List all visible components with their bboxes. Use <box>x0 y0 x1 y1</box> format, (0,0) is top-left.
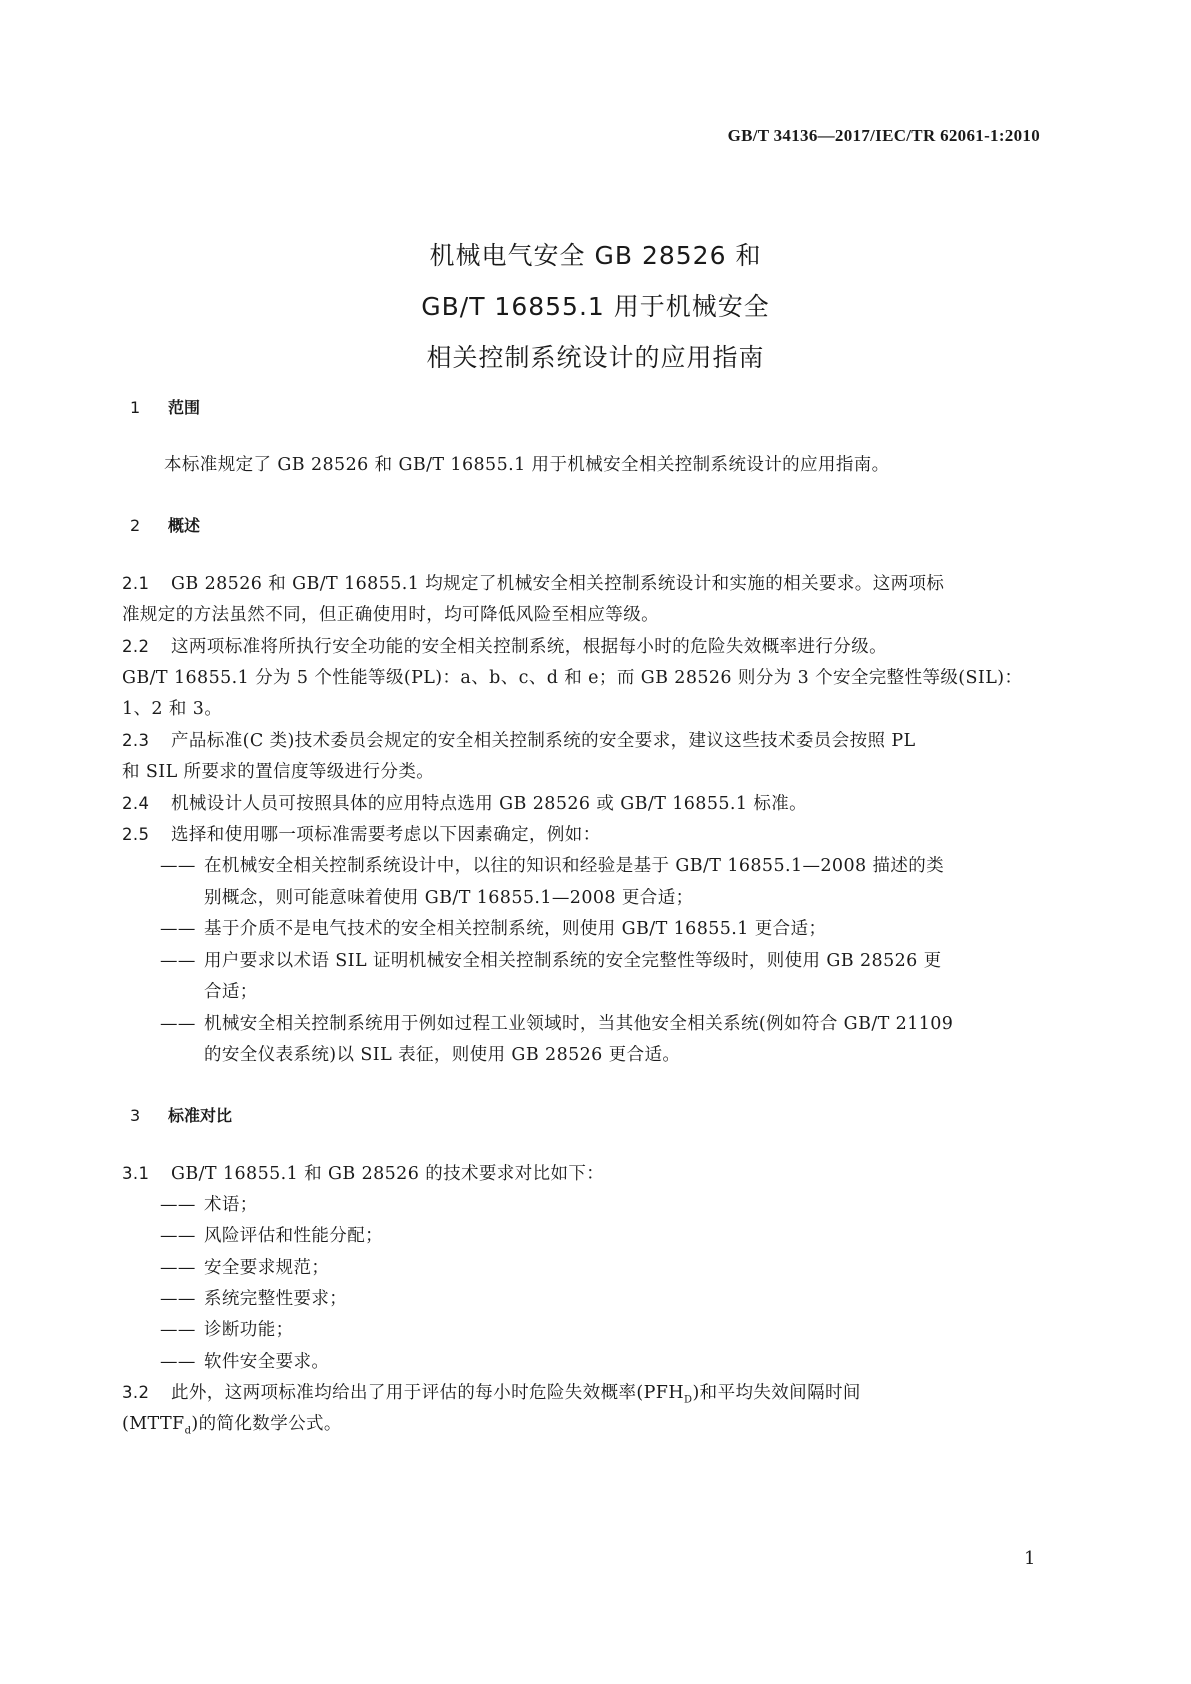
list-item: —— 风险评估和性能分配； <box>160 1226 383 1246</box>
clause-2-3-line-1: 2.3 产品标准(C 类)技术委员会规定的安全相关控制系统的安全要求，建议这些技术委员会按照 PL <box>122 731 916 751</box>
section-number: 1 <box>130 398 141 417</box>
section-2-heading <box>130 513 200 536</box>
list-item-continuation: 的安全仪表系统)以 SIL 表征，则使用 GB 28526 更合适。 <box>204 1045 681 1065</box>
clause-2-1-line-2: 准规定的方法虽然不同，但正确使用时，均可降低风险至相应等级。 <box>122 605 659 625</box>
clause-number: 3.2 <box>122 1383 150 1402</box>
clause-3-2-line-1: 3.2 此外，这两项标准均给出了用于评估的每小时危险失效概率$(PFH_D)$和平均失效间隔时间 <box>122 1383 861 1406</box>
title-line-3: 相关控制系统设计的应用指南 <box>426 343 765 372</box>
clause-number: 2.1 <box>122 574 150 593</box>
section-3-heading <box>130 1103 232 1126</box>
clause-number: 2.3 <box>122 731 150 750</box>
list-item: —— 系统完整性要求； <box>160 1289 348 1309</box>
list-item: —— 基于介质不是电气技术的安全相关控制系统，则使用 GB/T 16855.1 更合适； <box>160 919 827 939</box>
section-number: 2 <box>130 516 141 535</box>
list-item: —— 用户要求以术语 SIL 证明机械安全相关控制系统的安全完整性等级时，则使用 GB 28526 更 <box>160 951 942 971</box>
list-item: —— 术语； <box>160 1195 258 1215</box>
clause-2-3-line-2: 和 SIL 所要求的置信度等级进行分类。 <box>122 762 435 782</box>
clause-2-5-line-1: 2.5 选择和使用哪一项标准需要考虑以下因素确定，例如： <box>122 825 601 845</box>
list-item: —— 软件安全要求。 <box>160 1352 330 1372</box>
clause-2-2-line-1: 2.2 这两项标准将所执行安全功能的安全相关控制系统，根据每小时的危险失效概率进行分级。 <box>122 637 887 657</box>
clause-3-2-line-2: $(MTTF_d)$的简化数学公式。 <box>122 1414 342 1437</box>
clause-2-4-line-1: 2.4 机械设计人员可按照具体的应用特点选用 GB 28526 或 GB/T 16855.1 标准。 <box>122 794 808 814</box>
clause-number: 2.2 <box>122 637 150 656</box>
standard-identifier: GB/T 34136—2017/IEC/TR 62061-1:2010 <box>727 126 1040 145</box>
section-1-paragraph: 本标准规定了 GB 28526 和 GB/T 16855.1 用于机械安全相关控制系统设计的应用指南。 <box>164 455 890 475</box>
clause-3-1-line-1: 3.1 GB/T 16855.1 和 GB 28526 的技术要求对比如下： <box>122 1164 605 1184</box>
list-item-continuation: 别概念，则可能意味着使用 GB/T 16855.1—2008 更合适； <box>204 888 694 908</box>
title-line-1: 机械电气安全 GB 28526 和 <box>429 241 762 270</box>
document-title <box>0 230 1191 383</box>
clause-2-2-line-2: GB/T 16855.1 分为 5 个性能等级(PL)：a、b、c、d 和 e；而 GB 28526 则分为 3 个安全完整性等级(SIL)： <box>122 668 1023 688</box>
title-line-2: GB/T 16855.1 用于机械安全 <box>421 292 770 321</box>
clause-2-2-line-3: 1、2 和 3。 <box>122 699 223 719</box>
clause-number: 2.4 <box>122 794 150 813</box>
clause-number: 2.5 <box>122 825 150 844</box>
page-number: 1 <box>1024 1548 1036 1569</box>
section-1-heading <box>130 395 200 418</box>
list-item: —— 安全要求规范； <box>160 1258 330 1278</box>
list-item: —— 机械安全相关控制系统用于例如过程工业领域时，当其他安全相关系统(例如符合 GB/T 21109 <box>160 1014 954 1034</box>
list-item: —— 在机械安全相关控制系统设计中，以往的知识和经验是基于 GB/T 16855.1—2008 描述的类 <box>160 856 945 876</box>
list-item-continuation: 合适； <box>204 982 258 1002</box>
section-title: 概述 <box>168 516 201 535</box>
list-item: —— 诊断功能； <box>160 1320 294 1340</box>
section-title: 标准对比 <box>168 1106 233 1125</box>
section-title: 范围 <box>168 398 201 417</box>
clause-number: 3.1 <box>122 1164 150 1183</box>
clause-2-1-line-1: 2.1 GB 28526 和 GB/T 16855.1 均规定了机械安全相关控制系统设计和实施的相关要求。这两项标 <box>122 574 945 594</box>
section-number: 3 <box>130 1106 141 1125</box>
